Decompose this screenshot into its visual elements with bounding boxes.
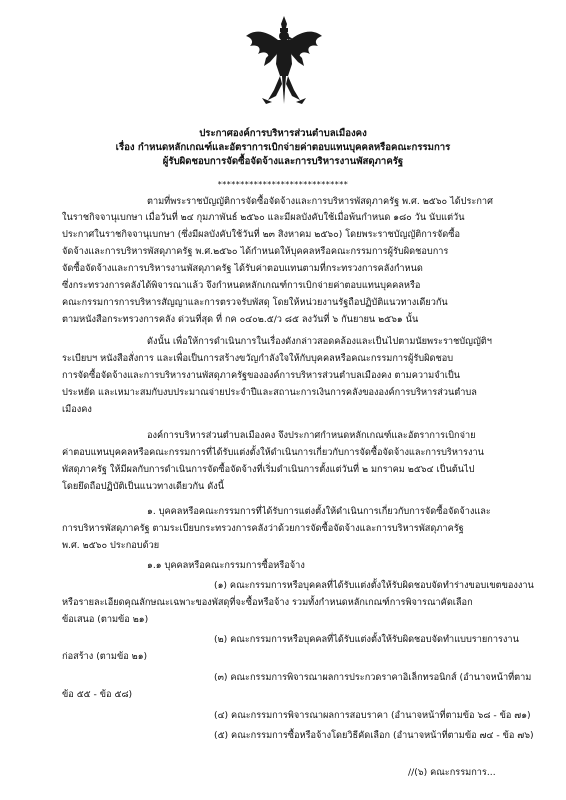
body-line: ตามที่พระราชบัญญัติการจัดซื้อจัดจ้างและการบริหารพัสดุภาครัฐ พ.ศ. ๒๕๖๐ ได้ประกาศ [147,196,493,207]
body-line: ประหยัด และเหมาะสมกับงบประมาณจ่ายประจำปีและสถานะการเงินการคลังขององค์การบริหารส่วนตำบล [62,387,477,398]
body-line: ข้อ ๕๕ - ข้อ ๕๘) [62,689,133,700]
body-line: ประกาศในราชกิจจานุเบกษา (ซึ่งมีผลบังคับใช้วันที่ ๒๓ สิงหาคม ๒๕๖๐) โดยพระราชบัญญัติการจัดซื้อ [62,229,460,240]
body-line: ตามหนังสือกระทรวงการคลัง ด่วนที่สุด ที่ กค ๐๔๐๒.๕/ว ๘๕ ลงวันที่ ๖ กันยายน ๒๕๖๑ นั้น [62,314,419,325]
separator: ***************************** [217,180,349,189]
garuda-emblem-icon [244,14,324,106]
body-line: ๑. บุคคลหรือคณะกรรมการที่ได้รับการแต่งตั้งให้ดำเนินการเกี่ยวกับการจัดซื้อจัดจ้างและ [147,506,491,517]
continuation-note: //(๖) คณะกรรมการ... [408,767,496,778]
announcement-title: ประกาศองค์การบริหารส่วนตำบลเมืองคง [199,128,367,139]
body-line: จัดซื้อจัดจ้างและการบริหารงานพัสดุภาครัฐ ได้รับค่าตอบแทนตามที่กระทรวงการคลังกำหนด [62,263,423,274]
body-line: ๑.๑ บุคคลหรือคณะกรรมการซื้อหรือจ้าง [147,560,305,571]
body-line: (๔) คณะกรรมการพิจารณาผลการสอบราคา (อำนาจหน้าที่ตามข้อ ๖๘ - ข้อ ๗๑) [214,710,531,721]
body-line: เมืองคง [62,404,92,415]
body-line: การบริหารพัสดุภาครัฐ ตามระเบียบกระทรวงการคลังว่าด้วยการจัดซื้อจัดจ้างและการบริหารพัสดุภาครัฐ [62,523,464,534]
body-line: (๕) คณะกรรมการซื้อหรือจ้างโดยวิธีคัดเลือก (อำนาจหน้าที่ตามข้อ ๗๔ - ข้อ ๗๖) [214,730,534,741]
body-line: (๒) คณะกรรมการหรือบุคคลที่ได้รับแต่งตั้งให้รับผิดชอบจัดทำแบบรายการงาน [214,634,519,645]
body-line: ค่าตอบแทนบุคคลหรือคณะกรรมการที่ได้รับแต่งตั้งให้ดำเนินการเกี่ยวกับการจัดซื้อจัดจ้างและการบริหารงาน [62,447,484,458]
body-line: องค์การบริหารส่วนตำบลเมืองคง จึงประกาศกำหนดหลักเกณฑ์และอัตราการเบิกจ่าย [147,430,476,441]
body-line: ระเบียบฯ หนังสือสั่งการ และเพื่อเป็นการสร้างขวัญกำลังใจให้กับบุคคลหรือคณะกรรมการผู้รับผิดชอบ [62,353,454,364]
body-line: โดยยึดถือปฏิบัติเป็นแนวทางเดียวกัน ดังนี้ [62,481,224,492]
announcement-subject-cont: ผู้รับผิดชอบการจัดซื้อจัดจ้างและการบริหารงานพัสดุภาครัฐ [162,156,404,167]
body-line: หรือรายละเอียดคุณลักษณะเฉพาะของพัสดุที่จะซื้อหรือจ้าง รวมทั้งกำหนดหลักเกณฑ์การพิจารณาคัดเลือก [62,597,473,608]
body-line: ก่อสร้าง (ตามข้อ ๒๑) [62,651,148,662]
body-line: ดังนั้น เพื่อให้การดำเนินการในเรื่องดังกล่าวสอดคล้องและเป็นไปตามนัยพระราชบัญญัติฯ [147,336,492,347]
body-line: พัสดุภาครัฐ ให้มีผลกับการดำเนินการจัดซื้อจัดจ้างที่เริ่มดำเนินการตั้งแต่วันที่ ๒ มกราคม ๒๕๖๔ เป็นต้นไป [62,464,475,475]
body-line: ในราชกิจจานุเบกษา เมื่อวันที่ ๒๔ กุมภาพันธ์ ๒๕๖๐ และมีผลบังคับใช้เมื่อพ้นกำหนด ๑๘๐ วัน นับแต่วัน [62,212,465,223]
body-line: พ.ศ. ๒๕๖๐ ประกอบด้วย [62,540,160,551]
body-line: (๑) คณะกรรมการหรือบุคคลที่ได้รับแต่งตั้งให้รับผิดชอบจัดทำร่างขอบเขตของงาน [214,580,534,591]
body-line: ข้อเสนอ (ตามข้อ ๒๑) [62,614,149,625]
body-line: ซึ่งกระทรวงการคลังได้พิจารณาแล้ว จึงกำหนดหลักเกณฑ์การเบิกจ่ายค่าตอบแทนบุคคลหรือ [62,280,421,291]
announcement-subject: เรื่อง กำหนดหลักเกณฑ์และอัตราการเบิกจ่ายค่าตอบแทนบุคคลหรือคณะกรรมการ [115,142,451,153]
body-line: จัดจ้างและการบริหารพัสดุภาครัฐ พ.ศ.๒๕๖๐ ได้กำหนดให้บุคคลหรือคณะกรรมการผู้รับผิดชอบการ [62,246,449,257]
body-line: คณะกรรมการการบริหารสัญญาและการตรวจรับพัสดุ โดยให้หน่วยงานรัฐถือปฏิบัติแนวทางเดียวกัน [62,297,448,308]
body-line: (๓) คณะกรรมการพิจารณาผลการประกวดราคาอิเล็กทรอนิกส์ (อำนาจหน้าที่ตาม [214,672,532,683]
body-line: การจัดซื้อจัดจ้างและการบริหารงานพัสดุภาครัฐขององค์การบริหารส่วนตำบลเมืองคง ตามความจำเป็น [62,370,461,381]
